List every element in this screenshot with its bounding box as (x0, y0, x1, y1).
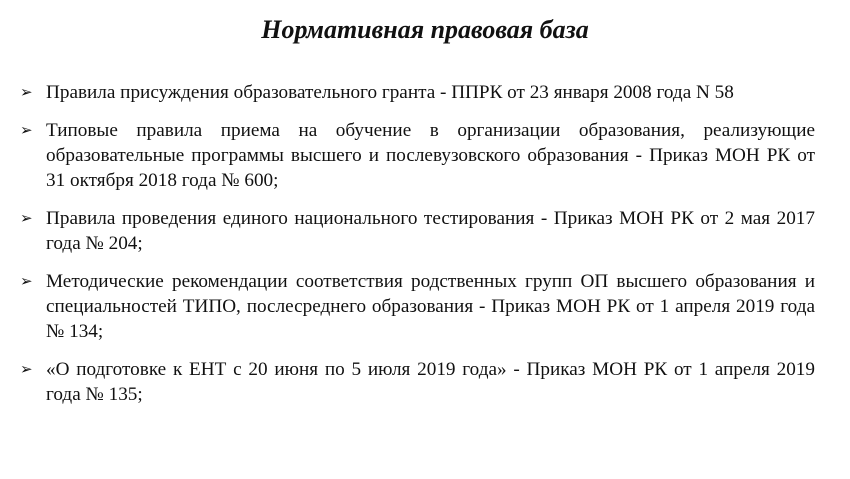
list-item (20, 80, 815, 105)
arrow-bullet-icon: ➢ (20, 209, 33, 227)
arrow-bullet-icon: ➢ (20, 360, 33, 378)
list-item-text: Типовые правила приема на обучение в организации образования, реализующие образовательные программы высшего и послевузовского образования - Приказ МОН РК от 31 октября 2018 года № 600; (46, 120, 815, 191)
list-item (20, 206, 815, 256)
list-item (20, 357, 815, 407)
list-item-text: Правила присуждения образовательного гранта - ППРК от 23 января 2008 года N 58 (46, 82, 734, 103)
list-item (20, 269, 815, 344)
list-item-text: Методические рекомендации соответствия родственных групп ОП высшего образования и специальностей ТИПО, послесреднего образования - Приказ МОН РК от 1 апреля 2019 года № 134; (46, 271, 815, 342)
slide-title: Нормативная правовая база (261, 15, 589, 44)
list-item (20, 118, 815, 193)
arrow-bullet-icon: ➢ (20, 121, 33, 139)
arrow-bullet-icon: ➢ (20, 272, 33, 290)
list-item-text: Правила проведения единого национального тестирования - Приказ МОН РК от 2 мая 2017 года № 204; (46, 208, 815, 254)
list-item-text: «О подготовке к ЕНТ с 20 июня по 5 июля 2019 года» - Приказ МОН РК от 1 апреля 2019 года № 135; (46, 359, 815, 405)
regulation-list (20, 80, 815, 420)
arrow-bullet-icon: ➢ (20, 83, 33, 101)
